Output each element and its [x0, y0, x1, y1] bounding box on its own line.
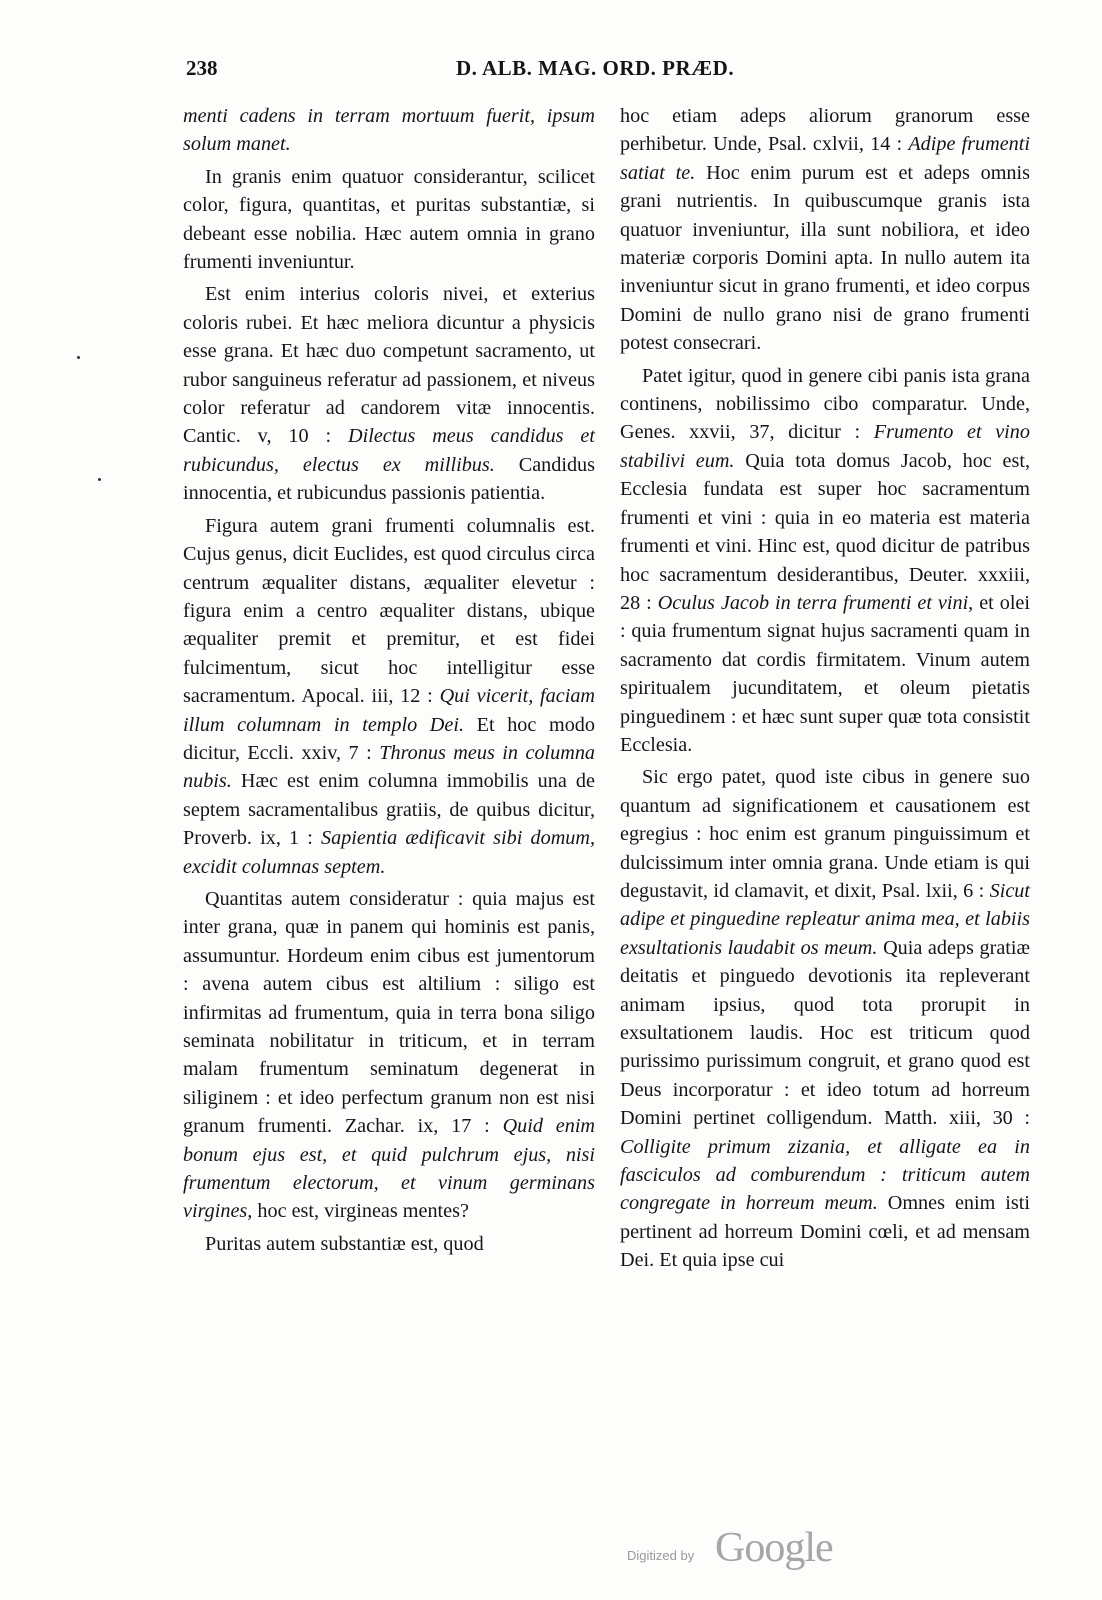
scan-speck: [77, 356, 80, 359]
paragraph: Sic ergo patet, quod iste cibus in genere suo quantum ad significationem et causationem est egregius : hoc enim est granum pinguissimum et dulcissimum inter omnia grana. Unde etiam is qui degustavit, id clamavit, et dixit, Psal. lxii, 6 : Sicut adipe et pinguedine repleatur anima mea, et labiis exsultationis laudabit os meum. Quia adeps gratiæ deitatis et pinguedo devotionis ita repleverant animam ipsius, quod tota prorupit in exsultationem laudis. Hoc est triticum quod purissimo purissimum congruit, et grano quod est Deus incorporatur : et ideo totum ad horreum Domini pertinet colligendum. Matth. xiii, 30 : Colligite primum zizania, et alligate ea in fasciculos ad comburendum : triticum autem congregate in horreum meum. Omnes enim isti pertinent ad horreum Domini cœli, et ad mensam Dei. Et quia ipse cui: [620, 766, 1030, 1272]
right-text-column: [620, 102, 1030, 1275]
paragraph: Figura autem grani frumenti columnalis est. Cujus genus, dicit Euclides, est quod circulus circa centrum æqualiter distans, æqualiter elevetur : figura enim a centro æqualiter distans, ubique æqualiter premit et premitur, et est fidei fulcimentum, sicut hoc intelligitur esse sacramentum. Apocal. iii, 12 : Qui vicerit, faciam illum columnam in templo Dei. Et hoc modo dicitur, Eccli. xxiv, 7 : Thronus meus in columna nubis. Hæc est enim columna immobilis una de septem sacramentalibus gratiis, de quibus dicitur, Proverb. ix, 1 : Sapientia ædificavit sibi domum, excidit columnas septem.: [183, 514, 596, 878]
scan-speck: [98, 478, 101, 481]
paragraph: In granis enim quatuor considerantur, scilicet color, figura, quantitas, et puritas substantiæ, si debeant esse nobilia. Hæc autem omnia in grano frumenti inveniuntur.: [183, 165, 595, 274]
paragraph: Patet igitur, quod in genere cibi panis ista grana continens, nobilissimo cibo comparatur. Unde, Genes. xxvii, 37, dicitur : Frumento et vino stabilivi eum. Quia tota domus Jacob, hoc est, Ecclesia fundata est super hoc sacramentum frumenti et vini : quia in eo materia est materia frumenti et vini. Hinc est, quod dicitur de patribus hoc sacramentum desiderantibus, Deuter. xxxiii, 28 : Oculus Jacob in terra frumenti et vini, et olei : quia frumentum signat hujus sacramenti quam in sacramento dat cordis firmitatem. Vinum autem spiritualem jucunditatem, et oleum pietatis pinguedinem : et hæc sunt super quæ tota consistit Ecclesia.: [620, 364, 1030, 756]
page-header: [186, 56, 1002, 86]
running-title: D. ALB. MAG. ORD. PRÆD.: [456, 56, 735, 80]
paragraph: Puritas autem substantiæ est, quod: [205, 1232, 484, 1255]
google-logo: Google: [715, 1525, 833, 1571]
paragraph: menti cadens in terram mortuum fuerit, ipsum solum manet.: [183, 105, 595, 156]
digitized-watermark: [627, 1524, 857, 1574]
paragraph: Est enim interius coloris nivei, et exterius coloris rubei. Et hæc meliora dicuntur a physicis esse grana. Et hæc duo competunt sacramento, ut rubor sanguineus referatur ad passionem, et niveus color referatur ad candorem vitæ innocentis. Cantic. v, 10 : Dilectus meus candidus et rubicundus, electus ex millibus. Candidus innocentia, et rubicundus passionis patientia.: [183, 283, 596, 505]
paragraph: Quantitas autem consideratur : quia majus est inter grana, quæ in panem qui hominis est panis, assumuntur. Hordeum enim cibus est jumentorum : avena autem cibus est altilium : siligo est infirmitas ad frumentum, quia in terra bona siligo seminata nobilitatur in triticum, et in terram malam frumentum seminatum degenerat in siliginem : et ideo perfectum granum non est nisi granum frumenti. Zachar. ix, 17 : Quid enim bonum ejus est, et quid pulchrum ejus, nisi frumentum electorum, et vinum germinans virgines, hoc est, virgineas mentes?: [183, 887, 596, 1223]
watermark-prefix: Digitized by: [627, 1548, 695, 1563]
paragraph: hoc etiam adeps aliorum granorum esse perhibetur. Unde, Psal. cxlvii, 14 : Adipe frumenti satiat te. Hoc enim purum est et adeps omnis grani nutrientis. In quibuscumque granis ista quatuor inveniuntur, illa sunt nobiliora, et ideo materiæ corporis Domini apta. In nullo autem ita inveniuntur sicut in grano frumenti, et ideo corpus Domini de nullo grano nisi de grano frumenti potest consecrari.: [620, 105, 1030, 355]
page-number: 238: [186, 56, 218, 80]
left-text-column: [183, 102, 595, 1258]
